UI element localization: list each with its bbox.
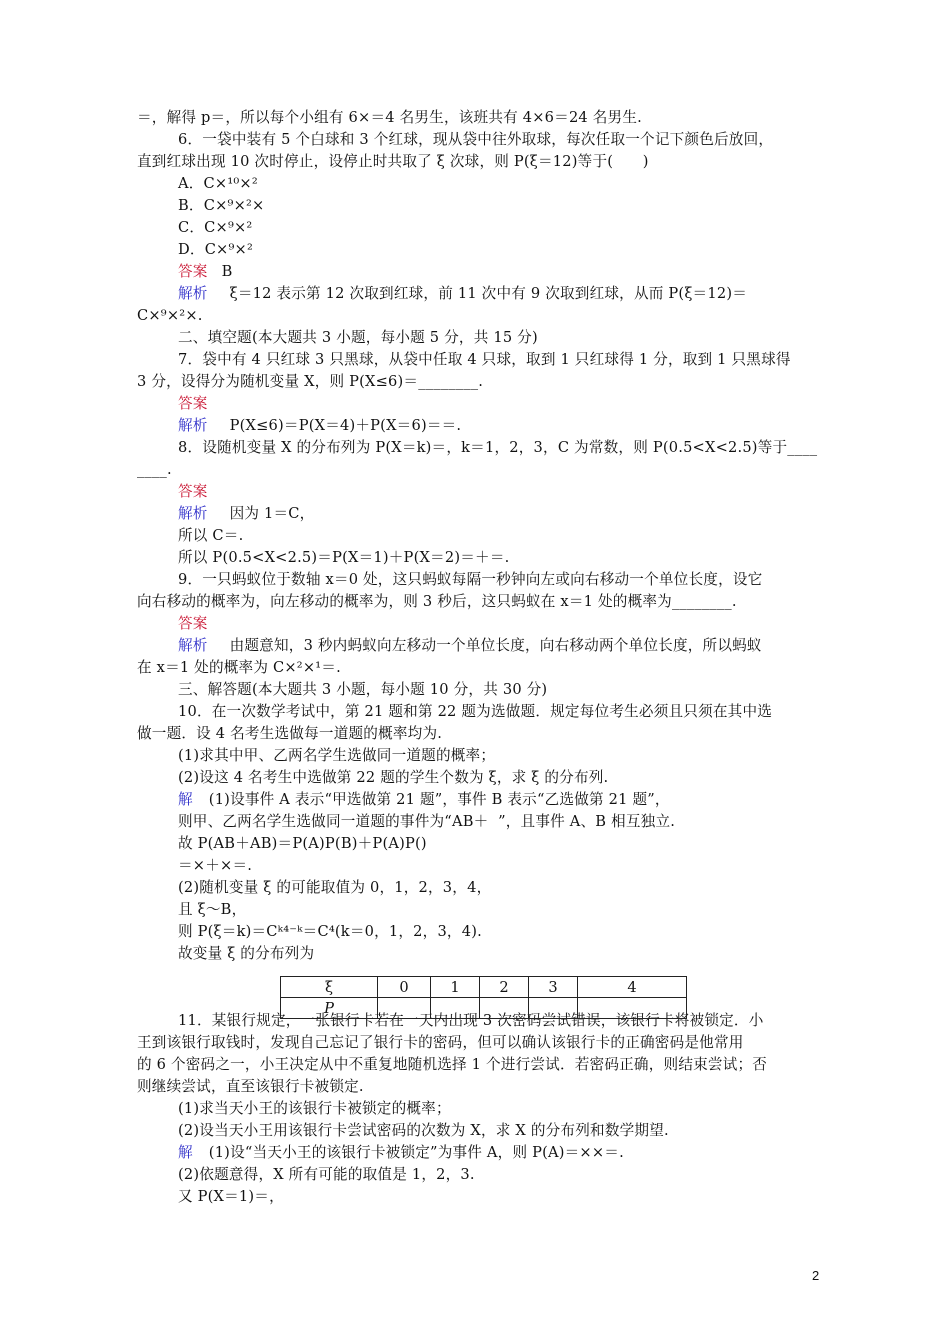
table-row [281, 998, 687, 1019]
text-line [137, 724, 442, 744]
answer-line [178, 614, 208, 634]
line-text: 7．袋中有 4 只红球 3 只黑球，从袋中任取 4 只球，取到 1 只红球得 1 分，取到 1 只黑球得 [178, 351, 791, 368]
text-line [178, 746, 495, 766]
line-text: 因为 1＝C， [229, 505, 315, 522]
table-cell [480, 998, 529, 1019]
line-text: (1)求当天小王的该银行卡被锁定的概率； [178, 1100, 451, 1117]
text-line [178, 812, 675, 832]
text-line [178, 1099, 451, 1119]
text-line [137, 1055, 767, 1075]
line-text: (1)设“当天小王的该银行卡被锁定”为事件 A，则 P(A)＝××＝. [208, 1144, 624, 1161]
text-line [178, 1143, 624, 1163]
line-text: 则继续尝试，直至该银行卡被锁定. [137, 1078, 364, 1095]
line-text: 11．某银行规定，一张银行卡若在一天内出现 3 次密码尝试错误，该银行卡将被锁定．小 [178, 1012, 764, 1029]
text-line [137, 372, 483, 392]
line-text: (2)设这 4 名考生中选做第 22 题的学生个数为 ξ，求 ξ 的分布列. [178, 769, 609, 786]
text-line [178, 944, 314, 964]
table-cell: 0 [378, 977, 431, 998]
text-line [178, 504, 314, 524]
line-text: (1)设事件 A 表示“甲选做第 21 题”，事件 B 表示“乙选做第 21 题”， [208, 791, 670, 808]
answer-value: B [221, 263, 233, 280]
line-text: 直到红球出现 10 次时停止，设停止时共取了 ξ 次球，则 P(ξ＝12)等于( ) [137, 153, 649, 170]
line-text: 故 P(AB＋AB)＝P(A)P(B)＋P(A)P() [178, 835, 427, 852]
table-cell: 3 [529, 977, 578, 998]
text-line [178, 240, 253, 260]
text-line [137, 460, 172, 480]
table-cell: 4 [578, 977, 687, 998]
line-text: 8．设随机变量 X 的分布列为 P(X＝k)＝，k＝1，2，3，C 为常数，则 P(0.5<X<2.5)等于____ [178, 439, 818, 456]
text-line [178, 328, 538, 348]
answer-line [178, 262, 233, 282]
answer-line [178, 482, 208, 502]
solution-label: 解析 [178, 637, 208, 654]
answer-label: 答案 [178, 263, 208, 280]
line-text: 三、解答题(本大题共 3 小题，每小题 10 分，共 30 分) [178, 681, 548, 698]
text-line [178, 856, 252, 876]
text-line [137, 108, 642, 128]
page-number: 2 [812, 1268, 820, 1283]
line-text: (2)设当天小王用该银行卡尝试密码的次数为 X，求 X 的分布列和数学期望. [178, 1122, 669, 1139]
text-line [178, 1187, 284, 1207]
table-cell [529, 998, 578, 1019]
text-line [178, 350, 791, 370]
table-cell [431, 998, 480, 1019]
line-text: ξ＝12 表示第 12 次取到红球，前 11 次中有 9 次取到红球，从而 P(ξ＝12)＝ [229, 285, 748, 302]
text-line [178, 1165, 475, 1185]
line-text: 且 ξ～B， [178, 901, 247, 918]
line-text: 又 P(X＝1)＝， [178, 1188, 284, 1205]
table-cell [378, 998, 431, 1019]
text-line [178, 218, 252, 238]
line-text: 10．在一次数学考试中，第 21 题和第 22 题为选做题．规定每位考生必须且只须在其中选 [178, 703, 773, 720]
text-line [178, 900, 246, 920]
answer-label: 答案 [178, 395, 208, 412]
line-text: ____. [137, 461, 172, 478]
text-line [137, 1033, 744, 1053]
table-header-row [281, 977, 687, 998]
line-text: 在 x＝1 处的概率为 C×²×¹＝. [137, 659, 341, 676]
line-text: 二、填空题(本大题共 3 小题，每小题 5 分，共 15 分) [178, 329, 538, 346]
text-line [178, 174, 258, 194]
text-line [178, 438, 817, 458]
line-text: 所以 C＝. [178, 527, 244, 544]
text-line [137, 592, 737, 612]
text-line [178, 790, 670, 810]
answer-line [178, 394, 208, 414]
line-text: 向右移动的概率为，向左移动的概率为，则 3 秒后，这只蚂蚁在 x＝1 处的概率为________. [137, 593, 737, 610]
text-line [137, 306, 203, 326]
line-text: 6．一袋中装有 5 个白球和 3 个红球，现从袋中往外取球，每次任取一个记下颜色后放回， [178, 131, 774, 148]
distribution-table [280, 976, 687, 1019]
line-text: A．C×¹⁰×² [178, 175, 258, 192]
text-line [137, 658, 341, 678]
text-line [178, 548, 509, 568]
table-cell: ξ [281, 977, 378, 998]
line-text: 9．一只蚂蚁位于数轴 x＝0 处，这只蚂蚁每隔一秒钟向左或向右移动一个单位长度，设它 [178, 571, 763, 588]
text-line [178, 702, 772, 722]
line-text: (2)依题意得，X 所有可能的取值是 1，2，3. [178, 1166, 475, 1183]
table-cell [578, 998, 687, 1019]
text-line [178, 636, 762, 656]
line-text: ＝×＋×＝. [178, 857, 253, 874]
text-line [178, 416, 461, 436]
text-line [178, 768, 608, 788]
solution-label: 解析 [178, 417, 208, 434]
text-line [137, 152, 649, 172]
table-cell: P [281, 998, 378, 1019]
line-text: D．C×⁹×² [178, 241, 254, 258]
table-cell: 1 [431, 977, 480, 998]
text-line [178, 680, 547, 700]
solution-label: 解 [178, 791, 193, 808]
line-text: B．C×⁹×²× [178, 197, 265, 214]
text-line [178, 570, 762, 590]
text-line [178, 834, 427, 854]
solution-label: 解析 [178, 285, 208, 302]
line-text: 的 6 个密码之一，小王决定从中不重复地随机选择 1 个进行尝试．若密码正确，则结束尝试；否 [137, 1056, 768, 1073]
line-text: (2)随机变量 ξ 的可能取值为 0，1，2，3，4， [178, 879, 492, 896]
line-text: 则 P(ξ＝k)＝Cᵏ⁴⁻ᵏ＝C⁴(k＝0，1，2，3，4). [178, 923, 482, 940]
answer-label: 答案 [178, 615, 208, 632]
answer-label: 答案 [178, 483, 208, 500]
line-text: 做一题．设 4 名考生选做每一道题的概率均为. [137, 725, 443, 742]
line-text: ＝，解得 p＝，所以每个小组有 6×＝4 名男生，该班共有 4×6＝24 名男生. [137, 109, 642, 126]
line-text: C×⁹×²×. [137, 307, 203, 324]
text-line [178, 196, 264, 216]
line-text: 3 分，设得分为随机变量 X，则 P(X≤6)＝________. [137, 373, 484, 390]
text-line [178, 284, 747, 304]
line-text: (1)求其中甲、乙两名学生选做同一道题的概率； [178, 747, 496, 764]
text-line [178, 130, 773, 150]
line-text: 则甲、乙两名学生选做同一道题的事件为“AB＋ ”，且事件 A、B 相互独立. [178, 813, 676, 830]
line-text: 由题意知，3 秒内蚂蚁向左移动一个单位长度，向右移动两个单位长度，所以蚂蚁 [229, 637, 762, 654]
solution-label: 解 [178, 1144, 193, 1161]
text-line [178, 1121, 669, 1141]
text-line [178, 878, 491, 898]
line-text: P(X≤6)＝P(X＝4)＋P(X＝6)＝＝. [229, 417, 462, 434]
line-text: 故变量 ξ 的分布列为 [178, 945, 315, 962]
solution-label: 解析 [178, 505, 208, 522]
text-line [137, 1077, 364, 1097]
table-cell: 2 [480, 977, 529, 998]
line-text: 王到该银行取钱时，发现自己忘记了银行卡的密码，但可以确认该银行卡的正确密码是他常用 [137, 1034, 744, 1051]
line-text: 所以 P(0.5<X<2.5)＝P(X＝1)＋P(X＝2)＝＋＝. [178, 549, 510, 566]
text-line [178, 526, 243, 546]
text-line [178, 922, 482, 942]
line-text: C．C×⁹×² [178, 219, 253, 236]
